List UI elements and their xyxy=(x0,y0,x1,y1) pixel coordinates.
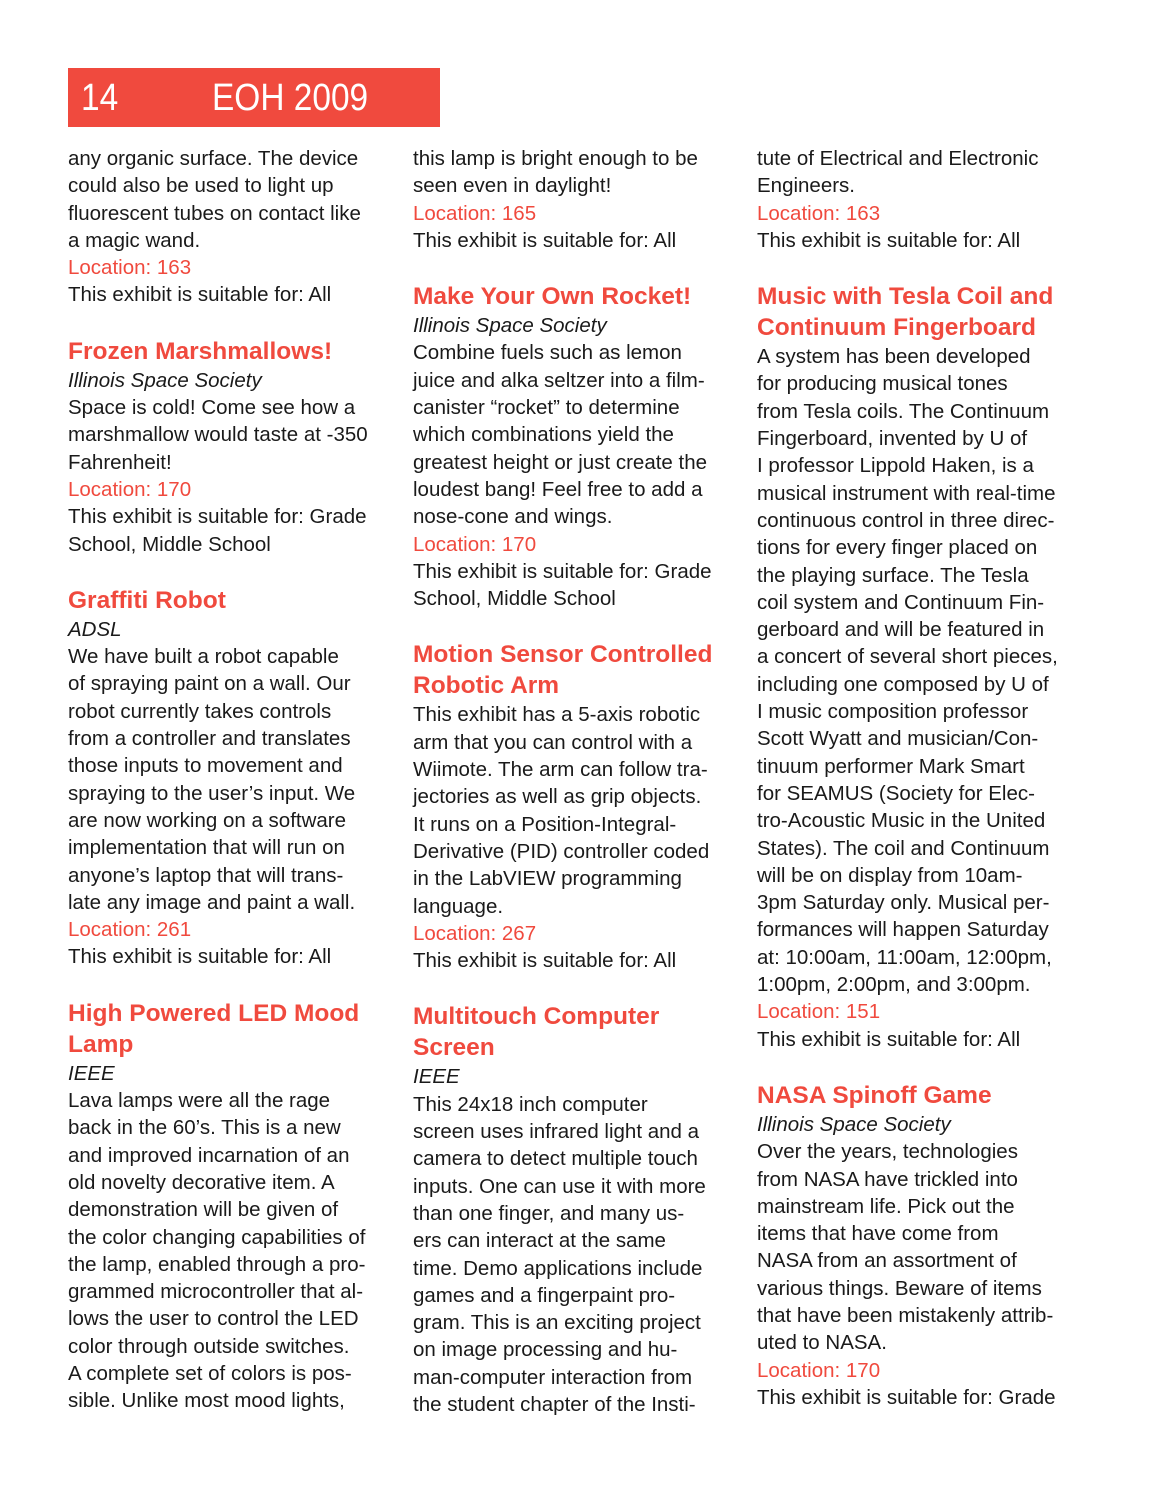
exhibit-location: Location: 261 xyxy=(68,918,192,942)
exhibit-entry xyxy=(68,585,408,971)
exhibit-description: This exhibit has a 5-axis robotic arm that you can control with a Wiimote. The arm can follow tra- jectories as well as grip objects. It runs on a Position-Integral- Derivative (PID) controller coded in the LabVIEW programming language. xyxy=(413,703,710,918)
exhibit-organization: ADSL xyxy=(68,617,122,641)
exhibit-suitability: This exhibit is suitable for: All xyxy=(757,1027,1021,1051)
exhibit-description: Space is cold! Come see how a marshmallow would taste at -350 Fahrenheit! xyxy=(68,396,368,474)
column-2 xyxy=(413,145,753,1418)
exhibit-description: Lava lamps were all the rage back in the 60’s. This is a new and improved incarnation of an old novelty decorative item. A demonstration will be given of the color changing capabilities of the lamp, enabled through a pro- grammed microcontroller that al- lows the user to control the LED color through outside switches. A complete set of colors is pos- sible. Unlike most mood lights, xyxy=(68,1089,366,1413)
exhibit-title: Make Your Own Rocket! xyxy=(413,283,692,311)
exhibit-suitability: This exhibit is suitable for: All xyxy=(68,283,332,307)
exhibit-entry xyxy=(413,1001,753,1418)
continued-text: tute of Electrical and Electronic Engineers. xyxy=(757,147,1039,198)
exhibit-title: NASA Spinoff Game xyxy=(757,1081,992,1109)
exhibit-suitability: This exhibit is suitable for: All xyxy=(413,228,677,252)
exhibit-description: We have built a robot capable of spraying paint on a wall. Our robot currently takes controls from a controller and translates those inputs to movement and spraying to the user’s input. We are now working on a software implementation that will run on anyone’s laptop that will trans- late any image and paint a wall. xyxy=(68,645,356,914)
exhibit-description: This 24x18 inch computer screen uses infrared light and a camera to detect multiple touch inputs. One can use it with more than one finger, and many us- ers can interact at the same time. Demo applications include games and a fingerpaint pro- gram. This is an exciting project on image processing and hu- man-computer interaction from the student chapter of the Insti- xyxy=(413,1092,706,1416)
exhibit-suitability: This exhibit is suitable for: All xyxy=(757,228,1021,252)
exhibit-suitability: This exhibit is suitable for: All xyxy=(68,945,332,969)
page-number: 14 xyxy=(81,77,119,119)
exhibit-suitability: This exhibit is suitable for: Grade xyxy=(757,1385,1056,1409)
exhibit-title: Multitouch Computer Screen xyxy=(413,1003,660,1062)
exhibit-organization: Illinois Space Society xyxy=(413,314,607,338)
exhibit-title: High Powered LED Mood Lamp xyxy=(68,999,360,1058)
exhibit-suitability: This exhibit is suitable for: Grade School, Middle School xyxy=(413,559,712,611)
exhibit-location: Location: 267 xyxy=(413,921,537,945)
exhibit-location: Location: 170 xyxy=(413,532,537,556)
exhibit-location: Location: 163 xyxy=(757,201,881,225)
exhibit-entry xyxy=(413,281,753,612)
publication-title: EOH 2009 xyxy=(212,77,369,119)
exhibit-description: Combine fuels such as lemon juice and alka seltzer into a film- canister “rocket” to determine which combinations yield the greatest height or just create the loudest bang! Feel free to add a nose-cone and wings. xyxy=(413,341,708,529)
page-header xyxy=(68,68,440,127)
exhibit-location: Location: 170 xyxy=(757,1358,881,1382)
exhibit-title: Motion Sensor Controlled Robotic Arm xyxy=(413,641,713,700)
exhibit-location: Location: 170 xyxy=(68,477,192,501)
exhibit-organization: IEEE xyxy=(68,1061,115,1085)
exhibit-entry xyxy=(68,336,408,558)
continued-text: any organic surface. The device could also be used to light up fluorescent tubes on contact like a magic wand. xyxy=(68,147,361,252)
exhibit-description: A system has been developed for producing musical tones from Tesla coils. The Continuum Fingerboard, invented by U of I professor Lippold Haken, is a musical instrument with real-time continuous control in three direc- tions for every finger placed on the playing surface. The Tesla coil system and Continuum Fin- gerboard and will be featured in a concert of several short pieces, including one composed by U of I music composition professor Scott Wyatt and musician/Con- tinuum performer Mark Smart for SEAMUS (Society for Elec- tro-Acoustic Music in the United States). The coil and Continuum will be on display from 10am- 3pm Saturday only. Musical per- formances will happen Saturday at: 10:00am, 11:00am, 12:00pm, 1:00pm, 2:00pm, and 3:00pm. xyxy=(757,345,1058,997)
exhibit-entry xyxy=(68,998,408,1415)
continued-text: this lamp is bright enough to be seen even in daylight! xyxy=(413,147,698,198)
column-3 xyxy=(757,145,1097,1411)
exhibit-organization: IEEE xyxy=(413,1065,460,1089)
exhibit-location: Location: 163 xyxy=(68,256,192,280)
exhibit-entry xyxy=(413,639,753,974)
exhibit-location: Location: 165 xyxy=(413,201,537,225)
exhibit-title: Graffiti Robot xyxy=(68,586,226,614)
exhibit-description: Over the years, technologies from NASA have trickled into mainstream life. Pick out the items that have come from NASA from an assortment of various things. Beware of items that have been mistakenly attrib- uted to NASA. xyxy=(757,1140,1054,1355)
exhibit-title: Music with Tesla Coil and Continuum Fingerboard xyxy=(757,283,1054,342)
column-1 xyxy=(68,145,408,1415)
exhibit-location: Location: 151 xyxy=(757,1000,881,1024)
exhibit-organization: Illinois Space Society xyxy=(68,368,262,392)
exhibit-suitability: This exhibit is suitable for: All xyxy=(413,949,677,973)
exhibit-suitability: This exhibit is suitable for: Grade School, Middle School xyxy=(68,505,367,556)
exhibit-organization: Illinois Space Society xyxy=(757,1112,951,1136)
exhibit-entry xyxy=(757,1080,1097,1411)
exhibit-title: Frozen Marshmallows! xyxy=(68,337,333,365)
exhibit-entry xyxy=(757,281,1097,1053)
